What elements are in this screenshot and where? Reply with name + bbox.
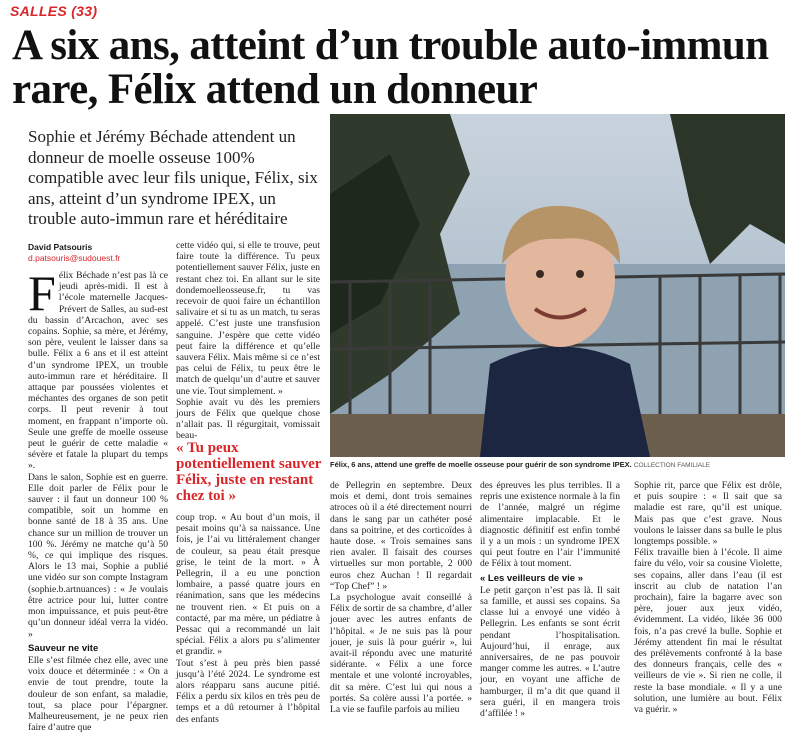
- paragraph: coup trop. « Au bout d’un mois, il pesait moins qu’à sa naissance. Une fois, je l’ai vu littéralement changer de couleur, sa peau était presque grise, le teint de la mort. » À Pellegrin, il a eu une ponction lombaire, a passé quatre jours en réanimation, sans que les médecins ne trouvent rien. « Et puis on a contacté, par ma mère, un pédiatre à Pessac qui a recommandé un lait spécial. Félix a alors pu s’alimenter et grandir. »: [176, 512, 320, 658]
- pull-quote: « Tu peux potentiellement sauver Félix, juste en restant chez toi »: [176, 440, 322, 504]
- author-email[interactable]: d.patsouris@sudouest.fr: [28, 253, 121, 263]
- body-column-4: [480, 480, 620, 719]
- paragraph: Sophie rit, parce que Félix est drôle, et puis soupire : « Il sait que sa maladie est rare, qu’il est unique. Mais pas que c’est grave. Nous voulons le laisser dans sa bulle le plus longtemps possible. »: [634, 480, 782, 548]
- caption-text: Félix, 6 ans, attend une greffe de moelle osseuse pour guérir de son syndrome IPEX.: [330, 460, 632, 469]
- photo-illustration: [330, 114, 785, 457]
- byline: [28, 242, 120, 264]
- paragraph: cette vidéo qui, si elle te trouve, peut faire toute la différence. Tu peux potentiellement sauver Félix, juste en restant chez toi. En allant sur le site dondemoelleosseuse.fr, tu vas recevoir de quoi faire un échantillon salivaire et si tu as un match, tu seras appelé. C’est juste une transfusion sanguine. J’espère que cette vidéo peut faire la différence et qu’elle sauvera Félix. Mais même si ce n’est pas celui de Félix, tu peux être le match de quelqu’un d’autre et sauver une vie. Tout simplement. »: [176, 240, 320, 397]
- article-headline: A six ans, atteint d’un trouble auto-immun rare, Félix attend un donneur: [12, 22, 769, 113]
- section-kicker: SALLES (33): [10, 3, 98, 19]
- paragraph: Dans le salon, Sophie est en guerre. Elle doit parler de Félix pour le sauver : il faut un donneur 100 % compatible, soit un homme en bonne santé de 18 à 35 ans. Une chance sur un million de trouver un 100 %. Jérémy ne matche qu’à 50 %, ce qui implique des risques. Alors le 13 mai, Sophie a publié une vidéo sur son compte Instagram (sophie.b.artnuances) : « Je voulais être actrice pour lui, lutter contre mon impuissance, et puis peut-être qu’un donneur idéal verra la vidéo. »: [28, 471, 168, 640]
- body-column-2b: [176, 512, 320, 725]
- paragraph: de Pellegrin en septembre. Deux mois et demi, dont trois semaines atroces où il a été directement nourri dans le sang par un cathéter posé dans sa poitrine, et des corticoïdes à haute dose. « Trois semaines sans rien avaler. Il faisait des courses virtuelles sur mon portable, 2 000 euros chez Auchan ! Il regardait “Top Chef” ! »: [330, 480, 472, 592]
- subheading: Sauveur ne vite: [28, 642, 99, 654]
- paragraph: Sophie avait vu dès les premiers jours de Félix que quelque chose n’allait pas. Il régurgitait, vomissait beau-: [176, 396, 320, 442]
- body-column-5: [634, 480, 782, 715]
- paragraph: Félix travaille bien à l’école. Il aime faire du vélo, voir sa cousine Violette, ses copains, aller dans l’eau (il est inscrit au club de natation l’an prochain), faire la bagarre avec son père, jouer aux jeux vidéo, évidemment. La vidéo, likée 36 000 fois, n’a pas crevé la bulle. Sophie et Jérémy attendent fin mai le résultat des prélèvements confronté à la base des donneurs français, celle des « veilleurs de vie ». Si rien ne colle, il reste la base mondiale. « Il y a une solution, une lumière au bout. Félix va guérir. »: [634, 547, 782, 716]
- photo-caption: [330, 460, 785, 471]
- author-name: David Patsouris: [28, 242, 93, 252]
- paragraph: des épreuves les plus terribles. Il a repris une existence normale à la fin de l’année, malgré un régime alimentaire implacable. Et le diagnostic définitif est enfin tombé il y a un mois : un syndrome IPEX qui peut foutre en l’air l’immunité de Félix à tout moment.: [480, 480, 620, 570]
- paragraph: Félix Béchade n’est pas là ce jeudi après-midi. Il est à l’école maternelle Jacques-Prévert de Salles, au sud-est du bassin d’Arcachon, avec ses copains. Sophie, sa mère, et Jérémy, son père, veulent le laisser dans sa bulle. Félix a 6 ans et il est atteint d’un syndrome IPEX, un trouble auto-immun rare et héréditaire. Il attaque par poussées violentes et méchantes des organes de son petit corps. Il peut revenir à tout moment, en frappant n’importe où. Seule une greffe de moelle osseuse peut le guérir de cette maladie « sévère et fatale la plupart du temps ».: [28, 265, 168, 472]
- paragraph: La psychologue avait conseillé à Félix de sortir de sa chambre, d’aller jouer avec les autres enfants de l’hôpital. « Je ne suis pas là pour jouer, je suis là pour guérir », lui avait-il répondu avec une maturité sidérante. « Félix a une force mentale et une volonté incroyables, dit sa mère. C’est lui qui nous a portés. Sa colère aussi l’a portée. » La vie se faufile parfois au milieu: [330, 592, 472, 716]
- body-column-2: [176, 240, 320, 442]
- subheading: « Les veilleurs de vie »: [480, 572, 583, 584]
- paragraph: Elle s’est filmée chez elle, avec une voix douce et déterminée : « On a envie de tout prendre, toute la douleur de son enfant, sa maladie, tout, sa place pour l’épargner. Malheureusement, je ne peux rien faire d’autre que: [28, 654, 168, 733]
- article-photo: [330, 114, 785, 457]
- article-lead: Sophie et Jérémy Béchade attendent un donneur de moelle osseuse 100% compatible avec leur fils unique, Félix, six ans, atteint d’un syndrome IPEX, un trouble auto-immun rare et héréditaire: [28, 127, 318, 228]
- paragraph: Le petit garçon n’est pas là. Il sait sa famille, et aussi ses copains. Sa classe lui a envoyé une vidéo à Pellegrin. Les enfants se sont écrit pendant l’hospitalisation. Aujourd’hui, il enrage, aux anniversaires, de ne pas pouvoir manger comme les autres. « L’autre jour, en voyant une affiche de hamburger, il m’a dit que quand il sera guéri, il en mangera trois d’affilée ! »: [480, 584, 620, 720]
- dropcap: F: [28, 265, 56, 321]
- photo-credit: COLLECTION FAMILIALE: [633, 462, 711, 469]
- body-column-3: [330, 480, 472, 715]
- body-column-1: [28, 265, 168, 733]
- paragraph: Tout s’est à peu près bien passé jusqu’à l’été 2024. Le syndrome est alors réapparu sans aucune pitié. Félix a perdu six kilos en très peu de temps et a dû retourner à l’hôpital des enfants: [176, 657, 320, 725]
